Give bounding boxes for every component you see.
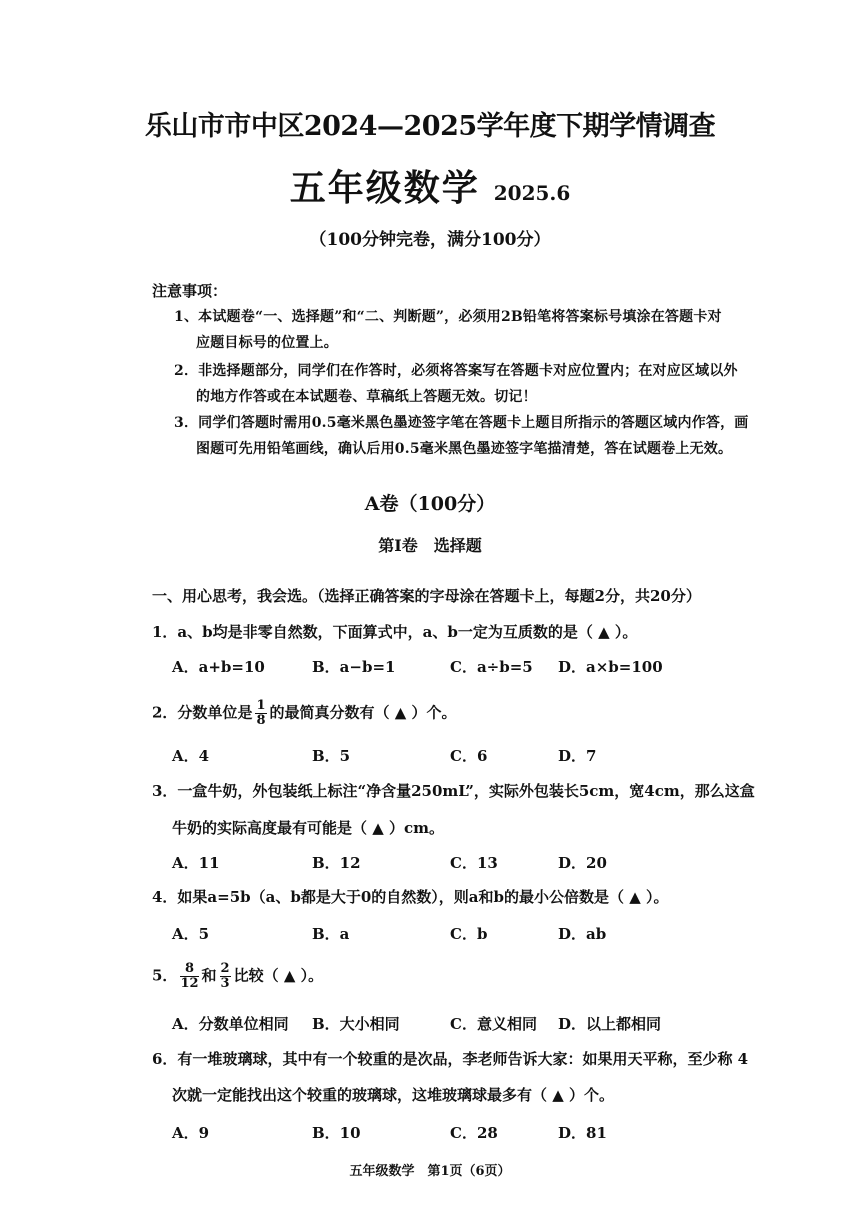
option-b: B．a−b=1 <box>312 658 396 676</box>
question-5-stem: 5． $\frac{8}{12}$ 和 $\frac{2}{3}$ 比较（ ▲ ）。 <box>152 961 324 991</box>
option-d: D．7 <box>558 747 597 765</box>
question-6-stem: 6．有一堆玻璃球，其中有一个较重的是次品，李老师告诉大家：如果用天平称，至少称 4 <box>152 1050 749 1068</box>
section-a-heading: A卷（100分） <box>364 493 496 515</box>
notice-item-1-cont: 应题目标号的位置上。 <box>196 335 338 351</box>
option-c: C．28 <box>450 1124 498 1142</box>
notice-item-3: 3．同学们答题时需用0.5毫米黑色墨迹签字笔在答题卡上题目所指示的答题区域内作答，画 <box>174 415 749 431</box>
fraction: $\frac{2}{3}$ <box>220 961 230 991</box>
option-a: A．9 <box>172 1124 210 1142</box>
option-c: C．6 <box>450 747 488 765</box>
subject-title: 五年级数学 <box>289 167 480 209</box>
question-2-stem: 2．分数单位是 $\frac{1}{8}$ 的最简真分数有（ ▲ ）个。 <box>152 698 457 728</box>
option-b: B．12 <box>312 854 361 872</box>
option-c: C．b <box>450 925 488 943</box>
exam-subtitle: （100分钟完卷，满分100分） <box>309 230 551 250</box>
exam-title-line1: 乐山市市中区2024—2025学年度下期学情调查 <box>144 111 716 142</box>
option-b: B．5 <box>312 747 351 765</box>
question-1-stem: 1．a、b均是非零自然数，下面算式中，a、b一定为互质数的是（ ▲ ）。 <box>152 623 638 641</box>
question-3-stem: 3．一盒牛奶，外包装纸上标注“净含量250mL”，实际外包装长5cm，宽4cm，那么这盒 <box>152 782 755 800</box>
fraction: $\frac{8}{12}$ <box>180 961 199 991</box>
exam-title <box>0 160 860 211</box>
option-a: A．11 <box>172 854 220 872</box>
option-d: D．以上都相同 <box>558 1015 662 1033</box>
option-a: A．5 <box>172 925 210 943</box>
option-a: A．分数单位相同 <box>172 1015 289 1033</box>
section-1-heading: 第Ⅰ卷 选择题 <box>378 536 482 555</box>
option-c: C．13 <box>450 854 498 872</box>
notice-item-3-cont: 图题可先用铅笔画线，确认后用0.5毫米黑色墨迹签字笔描清楚，答在试题卷上无效。 <box>196 441 733 457</box>
notice-heading: 注意事项： <box>152 282 228 300</box>
option-c: C．a÷b=5 <box>450 658 533 676</box>
part-one-instructions: 一、用心思考，我会选。（选择正确答案的字母涂在答题卡上，每题2分，共20分） <box>152 587 701 605</box>
question-4-stem: 4．如果a=5b（a、b都是大于0的自然数），则a和b的最小公倍数是（ ▲ ）。 <box>152 888 669 906</box>
option-d: D．ab <box>558 925 607 943</box>
option-b: B．大小相同 <box>312 1015 400 1033</box>
option-b: B．a <box>312 925 350 943</box>
notice-item-2-cont: 的地方作答或在本试题卷、草稿纸上答题无效。切记！ <box>196 389 537 405</box>
option-d: D．81 <box>558 1124 607 1142</box>
option-a: A．4 <box>172 747 210 765</box>
option-c: C．意义相同 <box>450 1015 537 1033</box>
question-3-stem-cont: 牛奶的实际高度最有可能是（ ▲ ）cm。 <box>172 819 444 837</box>
notice-item-2: 2．非选择题部分，同学们在作答时，必须将答案写在答题卡对应位置内；在对应区域以外 <box>174 363 738 379</box>
exam-date: 2025.6 <box>493 181 571 205</box>
page-footer: 五年级数学 第1页（6页） <box>349 1164 511 1179</box>
option-d: D．a×b=100 <box>558 658 663 676</box>
notice-item-1: 1、本试题卷“一、选择题”和“二、判断题”，必须用2B铅笔将答案标号填涂在答题卡对 <box>174 309 722 325</box>
option-d: D．20 <box>558 854 607 872</box>
option-b: B．10 <box>312 1124 361 1142</box>
fraction: $\frac{1}{8}$ <box>256 698 266 728</box>
option-a: A．a+b=10 <box>172 658 265 676</box>
question-6-stem-cont: 次就一定能找出这个较重的玻璃球，这堆玻璃球最多有（ ▲ ）个。 <box>172 1086 614 1104</box>
